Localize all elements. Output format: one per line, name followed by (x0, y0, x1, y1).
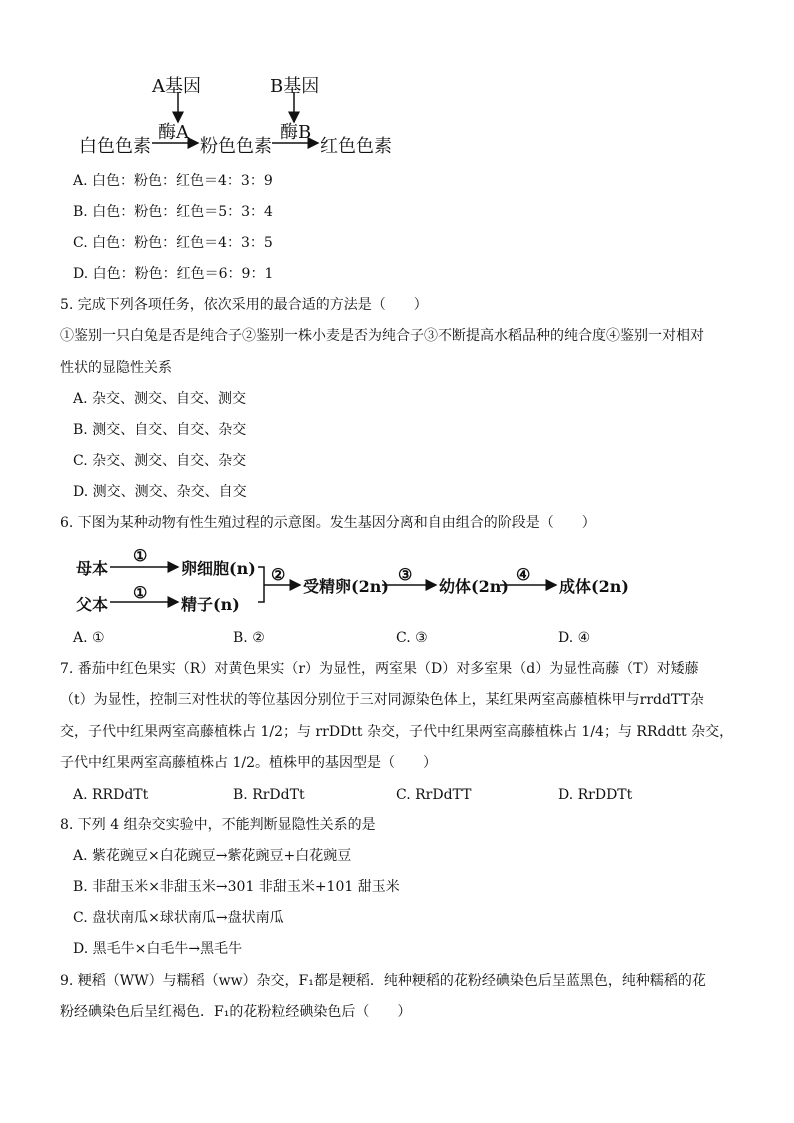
gene-b-label: B基因 (270, 76, 320, 97)
juvenile-label: 幼体(2n) (439, 577, 509, 596)
father-label: 父本 (76, 595, 109, 614)
enzyme-b-label: 酶B (280, 122, 312, 143)
egg-label: 卵细胞(n) (181, 559, 256, 578)
sperm-label: 精子(n) (181, 595, 240, 614)
step1-mother-label: ① (133, 546, 148, 565)
q8-stem: 8. 下列 4 组杂交实验中，不能判断显隐性关系的是 (60, 817, 376, 833)
pink-pigment: 粉色色素 (200, 136, 272, 157)
q6-option-a: A. ① (73, 630, 105, 646)
q4-option-a: A. 白色：粉色：红色＝4：3：9 (73, 173, 273, 189)
merge-bracket (258, 567, 264, 602)
adult-label: 成体(2n) (559, 577, 629, 596)
q6-option-d: D. ④ (558, 630, 591, 646)
white-pigment: 白色色素 (79, 136, 151, 157)
mother-label: 母本 (76, 559, 109, 578)
q5-option-c: C. 杂交、测交、自交、杂交 (73, 453, 247, 469)
step4-label: ④ (516, 565, 531, 584)
red-pigment: 红色色素 (320, 136, 392, 157)
q7-line1: 7. 番茄中红色果实（R）对黄色果实（r）为显性，两室果（D）对多室果（d）为显性高藤（T）对矮藤 (60, 661, 699, 677)
q5-detail-line2: 性状的显隐性关系 (60, 360, 172, 376)
q7-option-d: D. RrDDTt (558, 787, 633, 803)
q8-option-d: D. 黑毛牛×白毛牛→黑毛牛 (73, 941, 243, 957)
q7-option-b: B. RrDdTt (233, 787, 305, 803)
q6-stem: 6. 下图为某种动物有性生殖过程的示意图。发生基因分离和自由组合的阶段是（ ） (60, 515, 596, 531)
q9-line2: 粉经碘染色后呈红褐色．F₁的花粉粒经碘染色后（ ） (60, 1004, 412, 1020)
q5-option-a: A. 杂交、测交、自交、测交 (73, 391, 247, 407)
q5-stem: 5. 完成下列各项任务，依次采用的最合适的方法是（ ） (60, 297, 428, 313)
q7-option-a: A. RRDdTt (73, 787, 149, 803)
q7-line3: 交，子代中红果两室高藤植株占 1/2；与 rrDDtt 杂交，子代中红果两室高藤植株占 1/4；与 RRddtt 杂交， (60, 724, 734, 740)
gene-a-label: A基因 (152, 76, 201, 97)
q4-option-d: D. 白色：粉色：红色＝6：9：1 (73, 266, 274, 282)
step3-label: ③ (398, 565, 413, 584)
q9-line1: 9. 粳稻（WW）与糯稻（ww）杂交，F₁都是粳稻．纯种粳稻的花粉经碘染色后呈蓝黑色，纯种糯稻的花 (60, 973, 706, 989)
enzyme-a-label: 酶A (158, 122, 189, 143)
q7-option-c: C. RrDdTT (396, 787, 472, 803)
q7-line2: （t）为显性，控制三对性状的等位基因分别位于三对同源染色体上，某红果两室高藤植株甲与rrddTT杂 (60, 692, 704, 708)
q8-option-b: B. 非甜玉米×非甜玉米→301 非甜玉米+101 甜玉米 (73, 879, 400, 895)
step2-label: ② (271, 565, 286, 584)
step1-father-label: ① (133, 583, 148, 602)
zygote-label: 受精卵(2n) (303, 577, 389, 596)
q6-option-b: B. ② (233, 630, 265, 646)
q5-option-b: B. 测交、自交、自交、杂交 (73, 422, 247, 438)
q4-option-c: C. 白色：粉色：红色＝4：3：5 (73, 235, 273, 251)
q5-detail-line1: ①鉴别一只白兔是否是纯合子②鉴别一株小麦是否为纯合子③不断提高水稻品种的纯合度④鉴别一对相对 (60, 328, 704, 344)
q4-option-b: B. 白色：粉色：红色＝5：3：4 (73, 204, 273, 220)
q6-option-c: C. ③ (396, 630, 428, 646)
q7-line4: 子代中红果两室高藤植株占 1/2。植株甲的基因型是（ ） (60, 755, 437, 771)
q8-option-a: A. 紫花豌豆×白花豌豆→紫花豌豆+白花豌豆 (73, 848, 352, 864)
q5-option-d: D. 测交、测交、杂交、自交 (73, 484, 247, 500)
q8-option-c: C. 盘状南瓜×球状南瓜→盘状南瓜 (73, 910, 284, 926)
